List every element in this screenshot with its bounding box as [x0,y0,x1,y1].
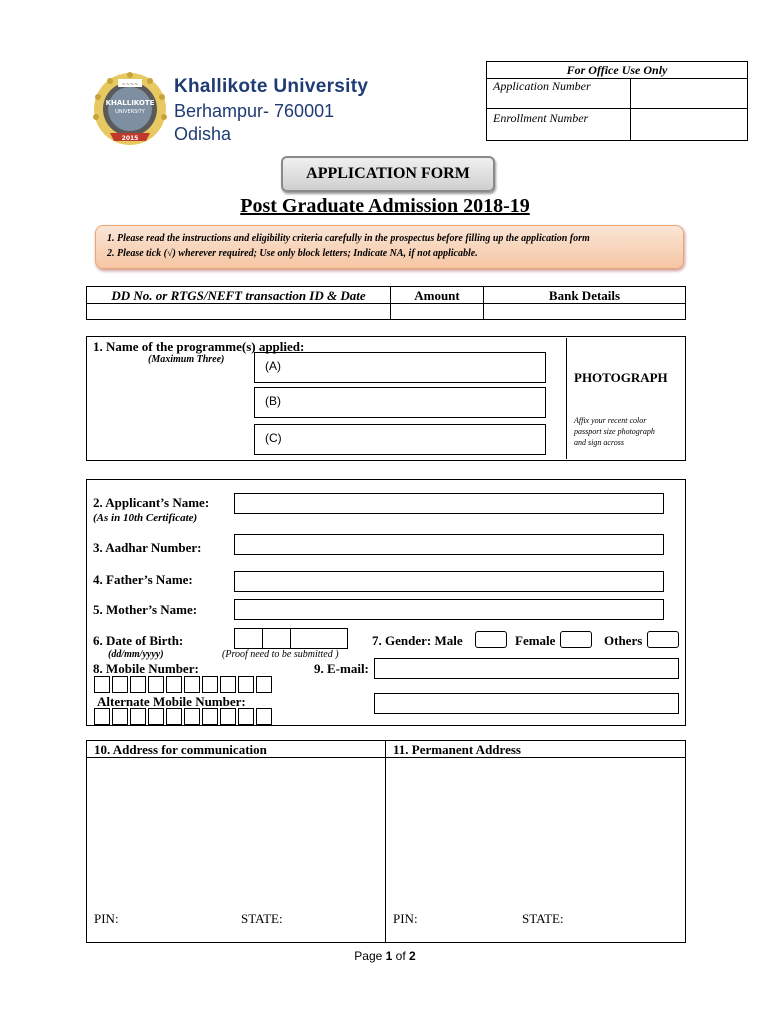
digit-cell[interactable] [130,708,146,725]
digit-cell[interactable] [148,676,164,693]
photo-note-line: Affix your recent color [574,416,647,425]
application-number-label: Application Number [493,79,591,93]
dob-label: 6. Date of Birth: [93,633,184,648]
permanent-address-label: 11. Permanent Address [393,742,521,757]
digit-cell[interactable] [166,708,182,725]
amount-field[interactable] [391,304,483,319]
programme-label: 1. Name of the programme(s) applied: [93,339,305,354]
university-address-line1: Berhampur- 760001 [174,101,335,121]
payment-header-bank: Bank Details [548,288,621,303]
programme-option-b[interactable] [254,387,546,418]
dd-number-field[interactable] [87,304,390,319]
logo-year: 2015 [121,135,139,142]
mobile-label: 8. Mobile Number: [93,661,199,676]
address-section [86,740,686,943]
university-name: Khallikote University [174,76,369,97]
mother-name-label: 5. Mother’s Name: [93,602,198,617]
logo-text-line2: UNIVERSITY [115,109,145,115]
gender-others-label: Others [604,633,643,648]
digit-cell[interactable] [256,708,272,725]
instruction-2: 2. Please tick (√) wherever required; Use only block letters; Indicate NA, if not applicable. [107,248,478,259]
page-total: 2 [409,949,416,963]
digit-cell[interactable] [202,676,218,693]
photograph-note [574,415,655,448]
university-logo [92,71,168,147]
photograph-title: PHOTOGRAPH [574,370,668,385]
payment-header-dd: DD No. or RTGS/NEFT transaction ID & Date [111,288,366,303]
application-number-field[interactable] [631,78,747,108]
aadhar-label: 3. Aadhar Number: [93,540,202,555]
gender-female-label: Female [515,633,556,648]
page-prefix: Page [354,949,386,963]
gender-male-checkbox[interactable] [475,631,507,648]
digit-cell[interactable] [220,676,236,693]
digit-cell[interactable] [238,708,254,725]
digit-cell[interactable] [130,676,146,693]
digit-cell[interactable] [256,676,272,693]
programme-sublabel: (Maximum Three) [148,354,225,365]
applicant-name-label: 2. Applicant’s Name: [93,495,210,510]
digit-cell[interactable] [148,708,164,725]
digit-cell[interactable] [94,676,110,693]
svg-text:~~~~: ~~~~ [121,82,139,88]
enrollment-number-field[interactable] [631,109,747,140]
application-form-badge: APPLICATION FORM [281,156,495,192]
bank-details-field[interactable] [484,304,685,319]
programme-option-a[interactable] [254,352,546,383]
dob-proof-note: (Proof need to be submitted ) [222,649,339,660]
payment-header-amount: Amount [414,288,460,303]
gender-female-checkbox[interactable] [560,631,592,648]
communication-address-label: 10. Address for communication [94,742,267,757]
dob-field[interactable] [234,628,348,649]
applicant-name-field[interactable] [234,493,664,514]
page-of: of [392,949,410,963]
enrollment-number-label: Enrollment Number [493,111,589,125]
digit-cell[interactable] [184,708,200,725]
comm-state-label: STATE: [241,911,283,926]
digit-cell[interactable] [94,708,110,725]
instruction-1: 1. Please read the instructions and eligibility criteria carefully in the prospectus before filling up the application form [107,233,590,244]
page-number: 1 [385,949,393,963]
logo-text-line1: KHALLIKOTE [105,99,155,107]
email-field[interactable] [374,658,679,679]
mother-name-field[interactable] [234,599,664,620]
photo-note-line: and sign across [574,438,624,447]
gender-label: 7. Gender: Male [372,633,463,648]
gender-others-checkbox[interactable] [647,631,679,648]
aadhar-field[interactable] [234,534,664,555]
digit-cell[interactable] [112,708,128,725]
email-label: 9. E-mail: [314,661,369,676]
option-label: (B) [265,394,281,408]
comm-pin-label: PIN: [94,911,119,926]
alt-email-field[interactable] [374,693,679,714]
perm-pin-label: PIN: [393,911,418,926]
communication-address-field[interactable] [88,758,384,908]
permanent-address-field[interactable] [387,758,684,908]
digit-cell[interactable] [184,676,200,693]
alt-mobile-label: Alternate Mobile Number: [97,694,246,709]
perm-state-label: STATE: [522,911,564,926]
programme-option-c[interactable] [254,424,546,455]
page-footer [0,949,770,963]
digit-cell[interactable] [166,676,182,693]
dob-format: (dd/mm/yyyy) [108,649,164,660]
digit-cell[interactable] [202,708,218,725]
form-title: Post Graduate Admission 2018-19 [240,195,530,217]
instructions-box [95,225,684,269]
university-address-line2: Odisha [174,124,232,144]
office-use-title: For Office Use Only [487,62,747,79]
option-label: (C) [265,431,282,445]
father-name-label: 4. Father’s Name: [93,572,193,587]
digit-cell[interactable] [238,676,254,693]
payment-table [86,286,686,320]
photo-note-line: passport size photograph [574,427,655,436]
office-use-box [486,61,748,141]
option-label: (A) [265,359,281,373]
digit-cell[interactable] [220,708,236,725]
applicant-name-note: (As in 10th Certificate) [93,512,198,524]
digit-cell[interactable] [112,676,128,693]
father-name-field[interactable] [234,571,664,592]
